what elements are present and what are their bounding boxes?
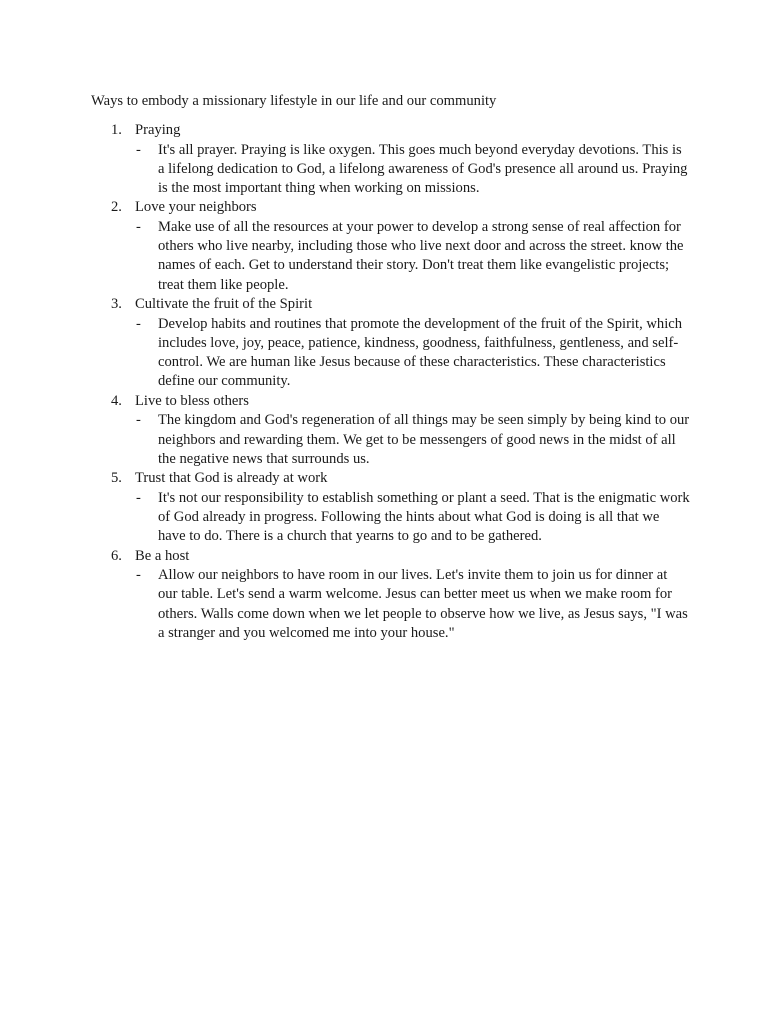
list-item-title: Cultivate the fruit of the Spirit	[135, 296, 313, 313]
list-item-text: It's all prayer. Praying is like oxygen. This goes much beyond everyday devotions. This is a lifelong dedication to God, a lifelong awareness of God's presence all around us. Praying is the most important thing when working on missions.	[158, 141, 688, 197]
list-item-text: It's not our responsibility to establish something or plant a seed. That is the enigmatic work of God already in progress. Following the hints about what God is doing is all that we have to do. There is a church that yearns to go and to be gathered.	[158, 489, 690, 545]
list-item-heading	[91, 295, 691, 315]
list-item-body	[91, 218, 691, 295]
list-item-text: The kingdom and God's regeneration of all things may be seen simply by being kind to our neighbors and rewarding them. We get to be messengers of good news in the midst of all the negative news that surrounds us.	[158, 412, 690, 467]
dash-bullet: -	[136, 412, 141, 429]
list-item-heading	[91, 547, 691, 567]
numbered-list	[91, 121, 691, 643]
dash-bullet: -	[136, 315, 141, 332]
list-item-title: Praying	[135, 122, 181, 138]
list-item-text: Develop habits and routines that promote the development of the fruit of the Spirit, which includes love, joy, peace, patience, kindness, goodness, faithfulness, gentleness, and self-control. We are human like Jesus because of these characteristics. These characteristics define our community.	[158, 315, 683, 390]
list-item-body	[91, 141, 691, 199]
list-item	[91, 547, 691, 644]
list-item-heading	[91, 392, 691, 412]
list-item-number: 6.	[111, 547, 122, 564]
dash-bullet: -	[136, 489, 141, 506]
document-title: Ways to embody a missionary lifestyle in our life and our community	[91, 93, 497, 109]
list-item-number: 3.	[111, 296, 122, 313]
list-item-number: 1.	[111, 122, 122, 138]
list-item	[91, 295, 691, 392]
list-item-body	[91, 315, 691, 392]
dash-bullet: -	[136, 218, 141, 235]
list-item-body	[91, 566, 691, 643]
list-item-heading	[91, 469, 691, 489]
list-item-heading	[91, 198, 691, 218]
list-item-title: Be a host	[135, 547, 190, 564]
dash-bullet: -	[136, 141, 141, 158]
list-item-heading	[91, 121, 691, 141]
list-item-text: Make use of all the resources at your power to develop a strong sense of real affection for others who live nearby, including those who live next door and across the street. know the names of each. Get to understand their story. Don't treat them like evangelistic projects; treat them like people.	[158, 218, 684, 293]
list-item-number: 2.	[111, 199, 122, 216]
list-item-text: Allow our neighbors to have room in our lives. Let's invite them to join us for dinner at our table. Let's send a warm welcome. Jesus can better meet us when we make room for others. Walls come down when we let people to observe how we live, as Jesus says, "I was a stranger and you welcomed me into your house."	[158, 567, 688, 641]
list-item-number: 4.	[111, 392, 122, 409]
list-item	[91, 198, 691, 295]
list-item-title: Love your neighbors	[135, 199, 257, 216]
dash-bullet: -	[136, 567, 141, 584]
list-item-number: 5.	[111, 470, 122, 487]
list-item-title: Live to bless others	[135, 392, 249, 409]
list-item-body	[91, 489, 691, 547]
list-item-title: Trust that God is already at work	[135, 470, 328, 487]
list-item	[91, 392, 691, 469]
list-item	[91, 469, 691, 546]
list-item	[91, 121, 691, 198]
list-item-body	[91, 411, 691, 469]
